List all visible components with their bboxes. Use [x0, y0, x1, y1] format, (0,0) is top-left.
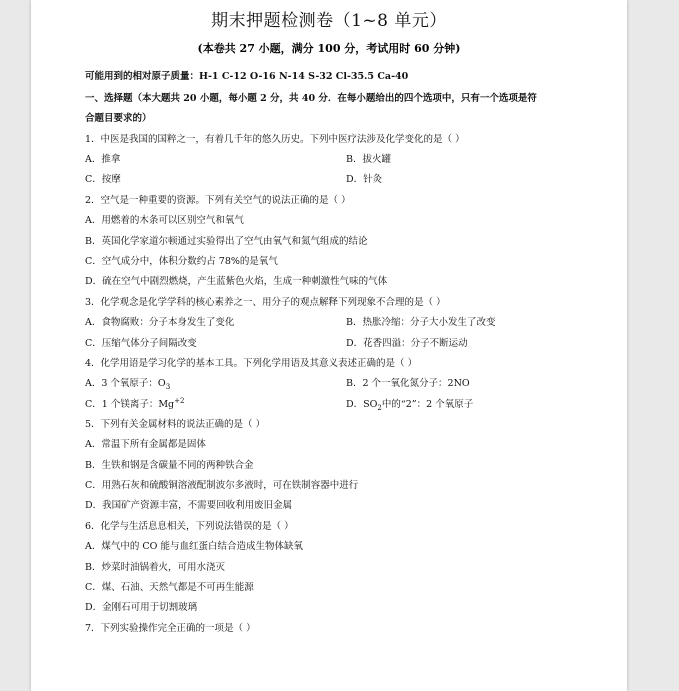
q1-option-c: C．按摩 [85, 174, 121, 185]
q4-option-b: B．2 个一氧化氮分子：2NO [346, 378, 470, 389]
q3-option-c: C．压缩气体分子间隔改变 [85, 338, 197, 349]
document-page [31, 0, 627, 691]
question-3-options-cd [85, 335, 468, 349]
q6-option-b: B．炒菜时油锅着火，可用水浇灭 [85, 562, 225, 573]
q4-option-d: D．$SO_2$中的“2”：2 个氧原子 [346, 399, 474, 412]
section-heading-line2: 合题目要求的） [85, 113, 152, 124]
q3-option-b: B．热胀冷缩：分子大小发生了改变 [346, 317, 496, 328]
question-3-stem: 3．化学观念是化学学科的核心素养之一、用分子的观点解释下列现象不合理的是（ ） [85, 297, 446, 308]
q6-option-a: A．煤气中的 CO 能与血红蛋白结合造成生物体缺氧 [85, 541, 303, 552]
q1-option-d: D．针灸 [346, 174, 383, 185]
q3-option-d: D．花香四溢：分子不断运动 [346, 338, 468, 349]
question-4-options-ab [85, 375, 470, 391]
question-4-stem: 4．化学用语是学习化学的基本工具。下列化学用语及其意义表述正确的是（ ） [85, 358, 418, 369]
question-5-stem: 5．下列有关金属材料的说法正确的是（ ） [85, 419, 266, 430]
q5-option-c: C．用熟石灰和硫酸铜溶液配制波尔多液时，可在铁制容器中进行 [85, 480, 359, 491]
q6-option-d: D．金刚石可用于切割玻璃 [85, 602, 198, 613]
question-4-options-cd [85, 396, 474, 412]
atomic-mass-line: 可能用到的相对原子质量：H-1 C-12 O-16 N-14 S-32 Cl-35.5 Ca-40 [85, 71, 409, 82]
q3-option-a: A．食物腐败：分子本身发生了变化 [85, 317, 235, 328]
section-heading-line1: 一、选择题（本大题共 20 小题，每小题 2 分，共 40 分．在每小题给出的四个选项中，只有一个选项是符 [85, 93, 537, 104]
q5-option-b: B．生铁和钢是含碳量不同的两种铁合金 [85, 460, 254, 471]
q1-option-b: B．拔火罐 [346, 154, 391, 165]
q2-option-a: A．用燃着的木条可以区别空气和氧气 [85, 215, 244, 226]
q2-option-d: D．硫在空气中剧烈燃烧，产生蓝紫色火焰，生成一种刺激性气味的气体 [85, 276, 388, 287]
q4-option-a: A．3 个氧原子：$O_3$ [85, 378, 171, 391]
question-1-stem: 1．中医是我国的国粹之一，有着几千年的悠久历史。下列中医疗法涉及化学变化的是（ ） [85, 134, 465, 145]
q4-option-c: C．1 个镁离子：$Mg^{+2}$ [85, 396, 185, 410]
q5-option-d: D．我国矿产资源丰富，不需要回收利用废旧金属 [85, 500, 293, 511]
q1-option-a: A．推拿 [85, 154, 121, 165]
question-1-options-ab [85, 151, 391, 165]
q5-option-a: A．常温下所有金属都是固体 [85, 439, 206, 450]
exam-title: 期末押题检测卷（1~8 单元） [211, 11, 447, 31]
q2-option-b: B．英国化学家道尔顿通过实验得出了空气由氧气和氮气组成的结论 [85, 236, 368, 247]
exam-subtitle: (本卷共 27 小题，满分 100 分，考试用时 60 分钟) [197, 42, 461, 55]
question-7-stem: 7．下列实验操作完全正确的一项是（ ） [85, 623, 256, 634]
question-3-options-ab [85, 314, 496, 328]
q2-option-c: C．空气成分中，体积分数约占 78%的是氧气 [85, 256, 278, 267]
question-2-stem: 2．空气是一种重要的资源。下列有关空气的说法正确的是（ ） [85, 195, 351, 206]
question-6-stem: 6．化学与生活息息相关，下列说法错误的是（ ） [85, 521, 294, 532]
question-1-options-cd [85, 171, 383, 185]
q6-option-c: C．煤、石油、天然气都是不可再生能源 [85, 582, 254, 593]
